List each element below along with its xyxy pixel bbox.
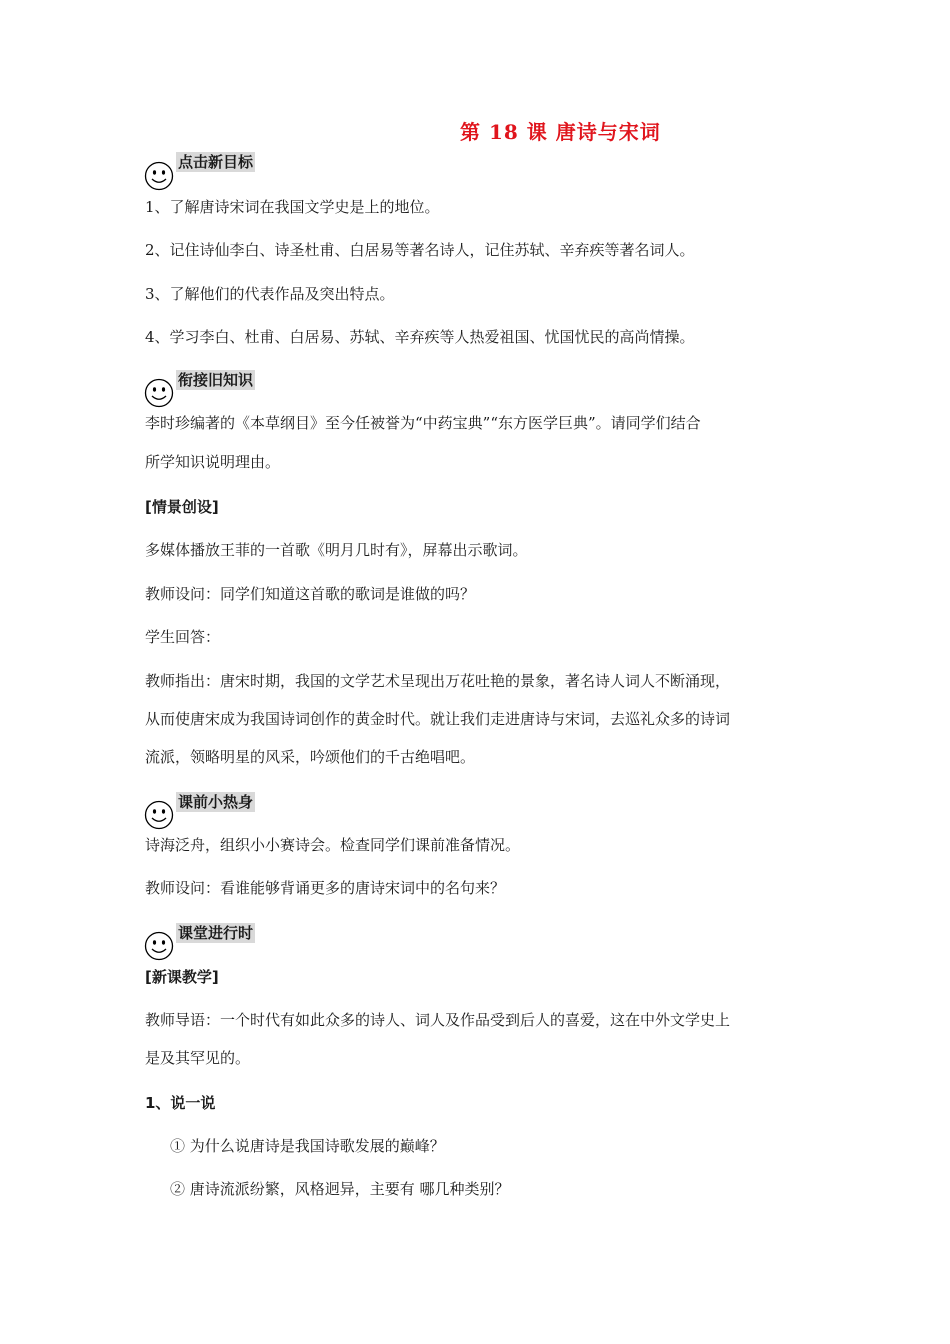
lesson-line: 是及其罕见的。: [145, 1049, 251, 1067]
scene-line: 学生回答：: [145, 628, 221, 646]
smiley-icon: [144, 161, 174, 191]
smiley-icon: [144, 800, 174, 830]
scene-line: 多媒体播放王菲的一首歌《明月几时有》，屏幕出示歌词。: [145, 541, 528, 559]
smiley-icon: [144, 378, 174, 408]
warmup-line: 教师设问：看谁能够背诵更多的唐诗宋词中的名句来？: [145, 879, 506, 897]
page-title: 第 18 课 唐诗与宋词: [460, 120, 661, 144]
subsection-scene: [情景创设]: [145, 498, 219, 516]
subsection-new-lesson: [新课教学]: [145, 968, 219, 986]
section-heading-warmup: 课前小热身: [178, 793, 254, 811]
review-line: 李时珍编著的《本草纲目》至今任被誉为“中药宝典”“东方医学巨典”。请同学们结合: [145, 414, 701, 432]
scene-line: 教师指出：唐宋时期，我国的文学艺术呈现出万花吐艳的景象，著名诗人词人不断涌现，: [145, 672, 731, 690]
lesson-line: 教师导语：一个时代有如此众多的诗人、词人及作品受到后人的喜爱，这在中外文学史上: [145, 1011, 731, 1029]
section-heading-review: 衔接旧知识: [178, 371, 254, 389]
question-item: ① 为什么说唐诗是我国诗歌发展的巅峰？: [170, 1137, 445, 1155]
goal-item: 3、了解他们的代表作品及突出特点。: [145, 285, 395, 303]
scene-line: 流派，领略明星的风采，吟颂他们的千古绝唱吧。: [145, 748, 476, 766]
goal-item: 2、记住诗仙李白、诗圣杜甫、白居易等著名诗人，记住苏轼、辛弃疾等著名词人。: [145, 241, 695, 259]
section-heading-goals: 点击新目标: [178, 153, 254, 171]
scene-line: 从而使唐宋成为我国诗词创作的黄金时代。就让我们走进唐诗与宋词，去巡礼众多的诗词: [145, 710, 731, 728]
question-item: ② 唐诗流派纷繁，风格迥异，主要有 哪几种类别？: [170, 1180, 510, 1198]
goal-item: 1、了解唐诗宋词在我国文学史是上的地位。: [145, 198, 440, 216]
section-heading-class: 课堂进行时: [178, 924, 254, 942]
scene-line: 教师设问：同学们知道这首歌的歌词是谁做的吗？: [145, 585, 476, 603]
review-line: 所学知识说明理由。: [145, 453, 281, 471]
say-heading: 1、说一说: [145, 1094, 216, 1112]
goal-item: 4、学习李白、杜甫、白居易、苏轼、辛弃疾等人热爱祖国、忧国忧民的高尚情操。: [145, 328, 695, 346]
smiley-icon: [144, 931, 174, 961]
warmup-line: 诗海泛舟，组织小小赛诗会。检查同学们课前准备情况。: [145, 836, 521, 854]
